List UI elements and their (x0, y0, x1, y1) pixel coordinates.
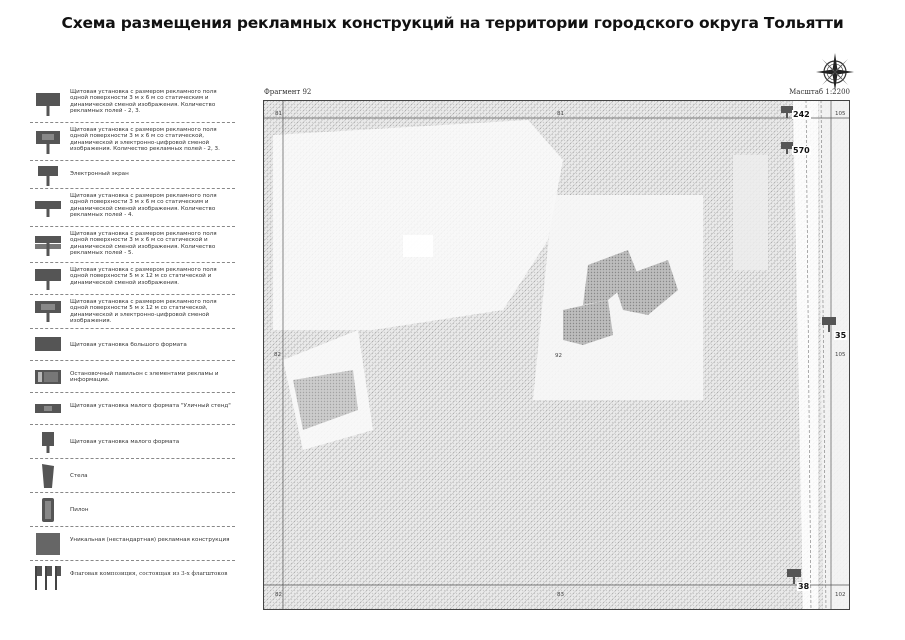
scale-label: Масштаб 1:2200 (789, 88, 850, 96)
legend (30, 85, 235, 595)
billboard-sign-icon[interactable] (787, 569, 801, 577)
grid-label: 105 (835, 352, 846, 358)
sign-number[interactable]: 38 (798, 582, 810, 591)
central-block (533, 195, 703, 400)
legend-item: Флаговая композиция, состоящая из 3-х флагштоков (30, 561, 235, 595)
bus-stop-pavilion-icon (34, 367, 62, 387)
small-format-billboard-icon (34, 430, 62, 454)
grid-label: 102 (835, 592, 846, 598)
side-strip (733, 155, 768, 270)
compass-rose-icon (815, 52, 855, 92)
legend-item: Щитовая установка с размером рекламного поля одной поверхности 3 м х 6 м со статическим и динамической сменой изображения. Количество рекламных полей - 2, 3. (30, 85, 235, 123)
billboard-3x6-2-3-icon (34, 91, 62, 117)
city-board-icon (34, 401, 62, 417)
legend-item: Щитовая установка малого формата (30, 425, 235, 459)
grid-label: 81 (275, 111, 282, 117)
pylon-icon (34, 496, 62, 524)
billboard-5x12-digital-icon (34, 299, 62, 323)
legend-item: Щитовая установка с размером рекламного поля одной поверхности 3 м х 6 м со статическим и динамической сменой изображения. Количество рекламных полей - 4. (30, 189, 235, 227)
legend-item: Остановочный павильон с элементами рекламы и информации. (30, 361, 235, 393)
sign-number[interactable]: 242 (793, 110, 810, 119)
legend-item: Щитовая установка с размером рекламного поля одной поверхности 3 м х 6 м со статической, динамической и электронно-цифровой сменой изображения. Количество рекламных полей - 2, 3. (30, 123, 235, 161)
legend-item: Уникальная (нестандартная) рекламная конструкция (30, 527, 235, 561)
fragment-label: Фрагмент 92 (264, 88, 312, 96)
legend-item: Щитовая установка с размером рекламного поля одной поверхности 5 м х 12 м со статической и динамической сменой изображения. (30, 263, 235, 295)
legend-item: Щитовая установка большого формата (30, 329, 235, 361)
flag-composition-icon (34, 564, 62, 592)
legend-item: Пилон (30, 493, 235, 527)
legend-item: Электронный экран (30, 161, 235, 189)
legend-item: Щитовая установка с размером рекламного поля одной поверхности 5 м х 12 м со статической, динамической и электронно-цифровой сменой изображения. (30, 295, 235, 329)
page-title: Схема размещения рекламных конструкций на территории городского округа Тольятти (61, 14, 844, 32)
billboard-5-fields-icon (34, 233, 62, 257)
grid-label: 81 (557, 111, 564, 117)
billboard-3x6-digital-icon (34, 129, 62, 155)
unique-structure-icon (34, 531, 62, 557)
large-format-billboard-icon (34, 335, 62, 355)
grid-label: 82 (274, 352, 281, 358)
legend-item: Стела (30, 459, 235, 493)
sign-number[interactable]: 570 (793, 146, 810, 155)
map-fragment[interactable] (263, 100, 850, 610)
billboard-5x12-icon (34, 267, 62, 291)
stele-icon (34, 462, 62, 490)
legend-item: Щитовая установка малого формата "Уличный стенд" (30, 393, 235, 425)
grid-label: 105 (835, 111, 846, 117)
grid-label: 82 (275, 592, 282, 598)
sign-number[interactable]: 35 (835, 331, 847, 340)
electronic-screen-icon (34, 164, 62, 188)
legend-item: Щитовая установка с размером рекламного поля одной поверхности 3 м х 6 м со статической и динамической сменой изображения. Количество рекламных полей - 5. (30, 227, 235, 263)
billboard-4-fields-icon (34, 197, 62, 219)
grid-label: 83 (557, 592, 564, 598)
grid-label: 92 (555, 353, 562, 359)
billboard-sign-icon[interactable] (822, 317, 836, 325)
